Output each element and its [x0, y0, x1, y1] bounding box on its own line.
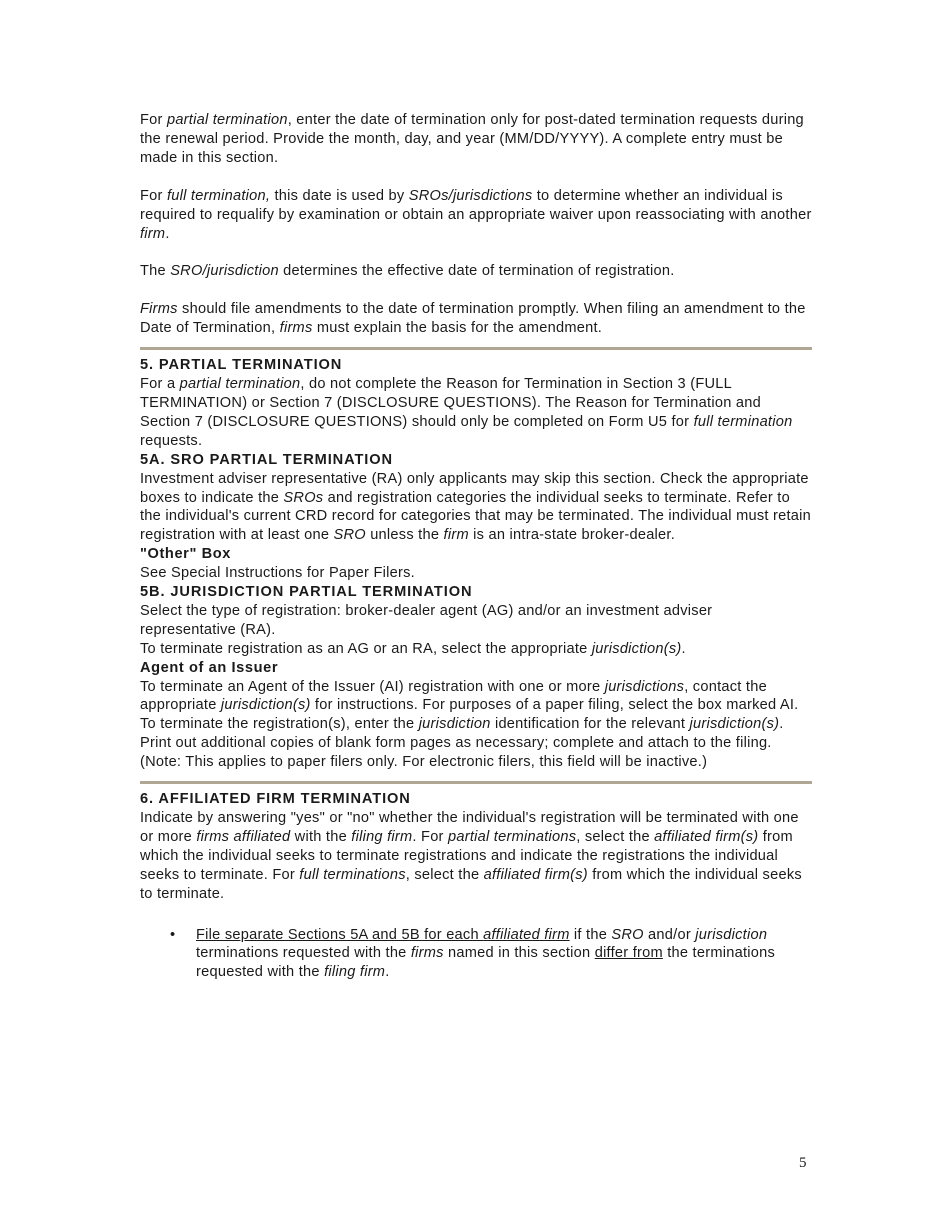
section-5-heading: 5. PARTIAL TERMINATION [140, 357, 343, 374]
agent-of-issuer-heading: Agent of an Issuer [140, 659, 279, 676]
document-body [140, 111, 812, 982]
bullet-icon: • [170, 926, 176, 943]
other-box-heading: "Other" Box [140, 546, 231, 563]
partial-termination-date-paragraph: For partial termination, enter the date of termination only for post-dated termination requests during the renewal period. Provide the month, day, and year (MM/DD/YYYY). A complete entry must be made in this section. [140, 112, 804, 166]
amendments-paragraph: Firms should file amendments to the date of termination promptly. When filing an amendment to the Date of Termination, firms must explain the basis for the amendment. [140, 301, 806, 337]
section-6-paragraph: Indicate by answering "yes" or "no" whether the individual's registration will be terminated with one or more firms affiliated with the filing firm. For partial terminations, select the affiliated firm(s) from which the individual seeks to terminate registrations and indicate the registrations the individual seeks to terminate. For full terminations, select the affiliated firm(s) from which the individual seeks to terminate. [140, 810, 802, 902]
agent-of-issuer-paragraph: To terminate an Agent of the Issuer (AI) registration with one or more jurisdictions, contact the appropriate jurisdiction(s) for instructions. For purposes of a paper filing, select the box marked AI. To terminate the registration(s), enter the jurisdiction identification for the relevant jurisdiction(s). Print out additional copies of blank form pages as necessary; complete and attach to the filing. (Note: This applies to paper filers only. For electronic filers, this field will be inactive.) [140, 678, 799, 771]
section-5-paragraph: For a partial termination, do not complete the Reason for Termination in Section 3 (FULL TERMINATION) or Section 7 (DISCLOSURE QUESTIONS). The Reason for Termination and Section 7 (DISCLOSURE QUESTIONS) should only be completed on Form U5 for full termination requests. [140, 376, 793, 449]
list-item: • File separate Sections 5A and 5B for each affiliated firm if the SRO and/or jurisdiction terminations requested with the firms named in this section differ from the terminations requested with the filing firm. [170, 926, 776, 981]
section-6-heading: 6. AFFILIATED FIRM TERMINATION [140, 791, 411, 808]
section-divider [140, 781, 812, 784]
full-termination-date-paragraph: For full termination, this date is used by SROs/jurisdictions to determine whether an individual is required to requalify by examination or obtain an appropriate waiver upon reassociating with another firm. [140, 187, 812, 242]
page-number: 5 [799, 1155, 807, 1171]
section-5a-heading: 5A. SRO PARTIAL TERMINATION [140, 451, 393, 468]
other-box-text: See Special Instructions for Paper Filers. [140, 565, 415, 582]
section-5b-paragraph-1: Select the type of registration: broker-dealer agent (AG) and/or an investment adviser representative (RA). [140, 602, 713, 638]
effective-date-paragraph: The SRO/jurisdiction determines the effective date of termination of registration. [140, 263, 675, 280]
section-5b-paragraph-2: To terminate registration as an AG or an RA, select the appropriate jurisdiction(s). [140, 640, 686, 657]
bullet-list [140, 926, 812, 983]
section-5a-paragraph: Investment adviser representative (RA) only applicants may skip this section. Check the appropriate boxes to indicate the SROs and registration categories the individual seeks to terminate. Refer to the individual's current CRD record for categories that may be terminated. The individual must retain registration with at least one SRO unless the firm is an intra-state broker-dealer. [140, 470, 812, 544]
section-5b-heading: 5B. JURISDICTION PARTIAL TERMINATION [140, 584, 473, 601]
section-divider [140, 347, 812, 350]
